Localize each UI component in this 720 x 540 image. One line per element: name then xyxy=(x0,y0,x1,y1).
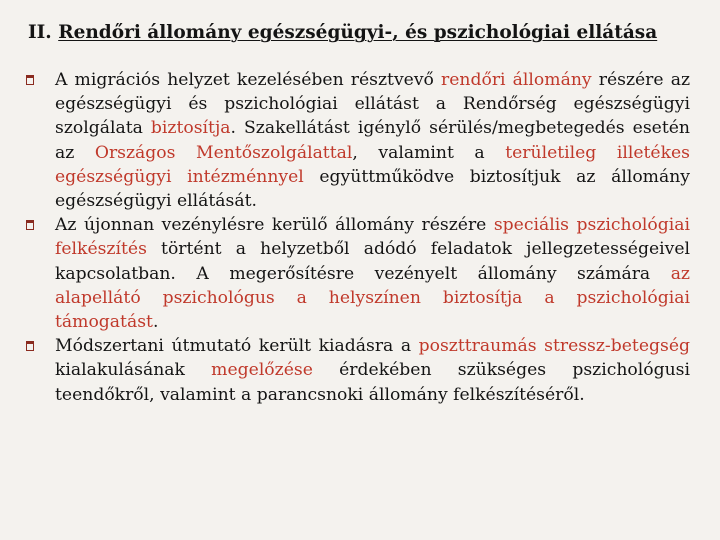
text-segment: Az újonnan vezénylésre kerülő állomány részére xyxy=(55,215,494,236)
highlight-segment: területileg illetékes egészségügyi intézménnyel xyxy=(55,142,691,187)
text-segment: , valamint a xyxy=(352,142,506,163)
title-text: Rendőri állomány egészségügyi-, és pszichológiai ellátása xyxy=(58,22,658,43)
text-segment: kialakulásának xyxy=(55,360,212,381)
highlight-segment: poszttraumás stressz-betegség xyxy=(418,336,690,357)
text-segment: . Szakellátást igénylő sérülés/megbetegedés esetén az xyxy=(55,118,690,163)
title-number: II. xyxy=(28,22,52,43)
highlight-segment: megelőzése xyxy=(211,360,313,381)
highlight-segment: Országos Mentőszolgálattal xyxy=(94,142,353,163)
highlight-segment: rendőri állomány xyxy=(441,70,592,90)
bullet-item-3 xyxy=(26,334,690,407)
bullet-item-1 xyxy=(26,68,690,213)
text-segment: történt a helyzetből adódó feladatok jellegzetességeivel kapcsolatban. A megerősítésre vezényelt állomány számára xyxy=(55,239,690,284)
text-segment: együttműködve biztosítjuk az állomány egészségügyi ellátását. xyxy=(55,166,690,212)
text-segment: A migrációs helyzet kezelésében résztvevő xyxy=(55,70,442,90)
text-segment: . xyxy=(152,312,159,333)
text-segment: érdekében szükséges pszichológusi teendőkről, valamint a parancsnoki állomány felkészítéséről. xyxy=(55,360,690,405)
bullet-text-2 xyxy=(55,213,690,334)
highlight-segment: az alapellátó pszichológus a helyszínen biztosítja a pszichológiai támogatást xyxy=(55,263,690,333)
bullet-item-2 xyxy=(26,213,690,334)
text-segment: Módszertani útmutató került kiadásra a xyxy=(55,336,419,357)
bullet-text-3 xyxy=(55,334,690,407)
bullet-text-1 xyxy=(55,68,690,213)
highlight-segment: biztosítja xyxy=(150,118,231,139)
square-bullet-icon xyxy=(26,75,34,85)
highlight-segment: speciális pszichológiai felkészítés xyxy=(55,215,691,260)
square-bullet-icon xyxy=(26,341,34,351)
square-bullet-icon xyxy=(26,220,34,230)
bullet-list xyxy=(26,68,690,407)
slide-title xyxy=(28,20,657,46)
text-segment: részére az egészségügyi és pszichológiai ellátást a Rendőrség egészségügyi szolgálata xyxy=(55,70,690,139)
